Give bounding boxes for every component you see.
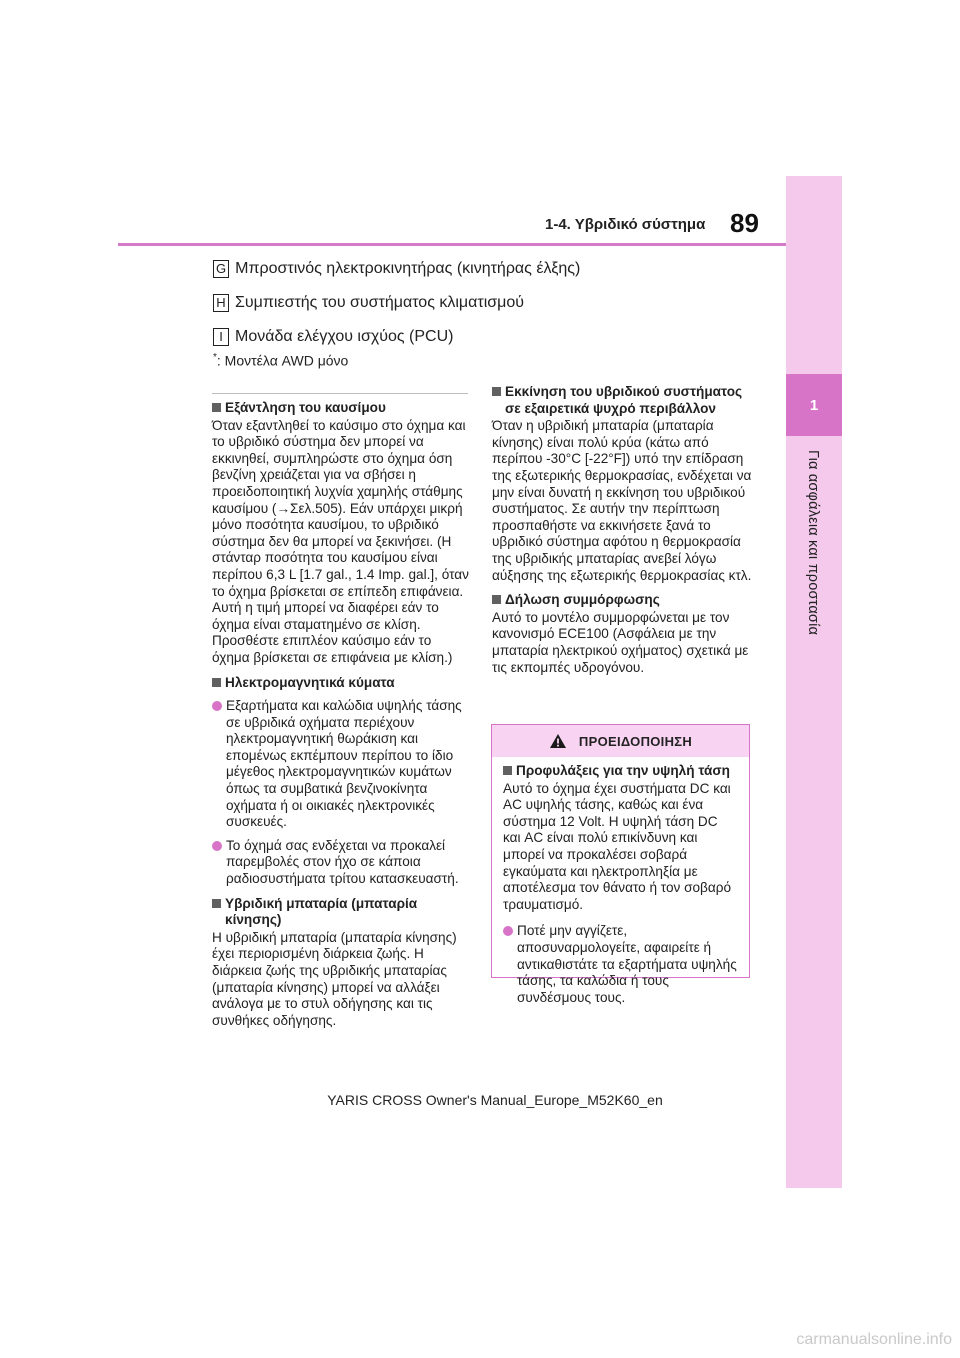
legend-text: Συμπιεστής του συστήματος κλιματισμού <box>235 294 524 311</box>
footnote-text: : Μοντέλα AWD μόνο <box>216 352 349 369</box>
warning-heading-text: Προφυλάξεις για την υψηλή τάση <box>516 763 730 778</box>
legend-item-g <box>213 260 580 278</box>
warning-heading <box>503 763 737 780</box>
legend-key: G <box>213 260 229 278</box>
legend-key: I <box>213 328 229 346</box>
square-bullet-icon <box>492 387 501 396</box>
waves-bullet-text: Το όχημά σας ενδέχεται να προκαλεί παρεμβολές στον ήχο σε κάποια ραδιοσυστήματα τρίτου κατασκευαστή. <box>226 837 459 887</box>
warning-body <box>492 757 749 1006</box>
warning-box <box>491 724 750 1005</box>
circle-bullet-icon <box>212 701 222 711</box>
waves-bullet <box>212 698 470 831</box>
warning-triangle-icon <box>549 733 567 749</box>
side-tab <box>786 176 842 1188</box>
circle-bullet-icon <box>212 841 222 851</box>
battery-heading <box>212 896 470 929</box>
cold-start-heading <box>492 384 752 417</box>
warning-text: Αυτό το όχημα έχει συστήματα DC και AC υψηλής τάσης, καθώς και ένα σύστημα 12 Volt. Η υψηλή τάση DC και AC είναι πολύ επικίνδυνη και μπορεί να προκαλέσει σοβαρά εγκαύματα και ηλεκτροπληξία με αποτέλεσμα τον θάνατο ή τον σοβαρό τραυματισμό. <box>503 780 732 912</box>
fuel-heading-text: Εξάντληση του καυσίμου <box>225 400 386 415</box>
square-bullet-icon <box>212 899 221 908</box>
conformity-heading-text: Δήλωση συμμόρφωσης <box>505 592 660 608</box>
section-title: 1-4. Υβριδικό σύστημα <box>545 216 706 233</box>
legend-key: H <box>213 294 229 312</box>
column-divider <box>212 393 468 394</box>
fuel-text: Όταν εξαντληθεί το καύσιμο στο όχημα και το υβριδικό σύστημα δεν μπορεί να εκκινηθεί, συμπληρώστε στο όχημα όση βενζίνη χρειάζεται για να σβήσει η προειδοποιητική λυχνία χαμηλής στάθμης καυσίμου (→Σελ.505). Εάν υπάρχει μικρή μόνο ποσότητα καυσίμου, το υβριδικό σύστημα δεν θα μπορεί να ξεκινήσει. (Η στάνταρ ποσότητα του καυσίμου είναι περίπου 6,3 L [1.7 gal., 1.4 Imp. gal.], όταν το όχημα βρίσκεται σε επίπεδη επιφάνεια. Αυτή η τιμή μπορεί να διαφέρει εάν το όχημα είναι σταματημένο σε κλίση. Προσθέστε επιπλέον καύσιμο εάν το όχημα βρίσκεται σε επιφάνεια με κλίση.) <box>212 417 469 665</box>
cold-start-text: Όταν η υβριδική μπαταρία (μπαταρία κίνησης) είναι πολύ κρύα (κάτω από περίπου -30°C [-22°F]) υπό την επίδραση της εξωτερικής θερμοκρασίας, ενδέχεται να μην είναι δυνατή η εκκίνηση του υβριδικού συστήματος. Σε αυτήν την περίπτωση προσπαθήστε να εκκινήσετε ξανά το υβριδικό σύστημα αφότου η θερμοκρασία της υβριδικής μπαταρίας ανεβεί λόγω αύξησης της εξωτερικής θερμοκρασίας κτλ. <box>492 418 752 583</box>
circle-bullet-icon <box>503 926 513 936</box>
warning-header <box>492 725 749 757</box>
warning-bullet <box>503 923 737 1006</box>
waves-bullet <box>212 838 470 888</box>
square-bullet-icon <box>503 766 512 775</box>
conformity-text: Αυτό το μοντέλο συμμορφώνεται με τον κανονισμό ECE100 (Ασφάλεια με την μπαταρία ηλεκτρικού οχήματος) σχετικά με τις εκπομπές υδρογόνου. <box>492 609 749 675</box>
warning-title: ΠΡΟΕΙΔΟΠΟΙΗΣΗ <box>578 733 693 749</box>
side-tab-chapter: 1 <box>786 374 842 436</box>
left-column <box>212 400 470 1029</box>
warning-bullet-text: Ποτέ μην αγγίζετε, αποσυναρμολογείτε, αφαιρείτε ή αντικαθιστάτε τα εξαρτήματα υψηλής τάσης, τα καλώδια ή τους συνδέσμους τους. <box>517 923 737 1005</box>
waves-heading <box>212 675 470 692</box>
waves-bullet-text: Εξαρτήματα και καλώδια υψηλής τάσης σε υβριδικά οχήματα περιέχουν ηλεκτρομαγνητική θωράκιση και επομένως εκπέμπουν περίπου το ίδιο μέγεθος ηλεκτρομαγνητικών κυμάτων όπως τα συμβατικά βενζινοκίνητα οχήματα ή οι οικιακές ηλεκτρονικές συσκευές. <box>226 698 462 830</box>
fuel-heading <box>212 400 470 417</box>
footnote-mark: * <box>213 352 217 363</box>
legend-item-i <box>213 328 453 346</box>
legend-text: Μπροστινός ηλεκτροκινητήρας (κινητήρας έλξης) <box>235 260 581 277</box>
cold-start-heading-text: Εκκίνηση του υβριδικού συστήματος σε εξαιρετικά ψυχρό περιβάλλον <box>505 384 743 416</box>
header-divider <box>118 243 786 246</box>
square-bullet-icon <box>212 678 221 687</box>
watermark: carmanualsonline.info <box>796 1331 952 1348</box>
right-column <box>492 384 752 676</box>
square-bullet-icon <box>492 595 501 604</box>
battery-text: Η υβριδική μπαταρία (μπαταρία κίνησης) έχει περιορισμένη διάρκεια ζωής. Η διάρκεια ζωής της υβριδικής μπαταρίας (μπαταρία κίνησης) μπορεί να αλλάξει ανάλογα με το στυλ οδήγησης και τις συνθήκες οδήγησης. <box>212 929 457 1028</box>
square-bullet-icon <box>212 403 221 412</box>
battery-heading-text: Υβριδική μπαταρία (μπαταρία κίνησης) <box>225 895 418 928</box>
footer: YARIS CROSS Owner's Manual_Europe_M52K60_en <box>327 1092 663 1108</box>
waves-heading-text: Ηλεκτρομαγνητικά κύματα <box>225 674 395 690</box>
legend-text: Μονάδα ελέγχου ισχύος (PCU) <box>235 328 454 345</box>
footnote <box>213 352 348 369</box>
page-number: 89 <box>730 208 759 238</box>
conformity-heading <box>492 592 752 609</box>
legend-item-h <box>213 294 524 312</box>
side-tab-label: Για ασφάλεια και προστασία <box>805 450 821 636</box>
